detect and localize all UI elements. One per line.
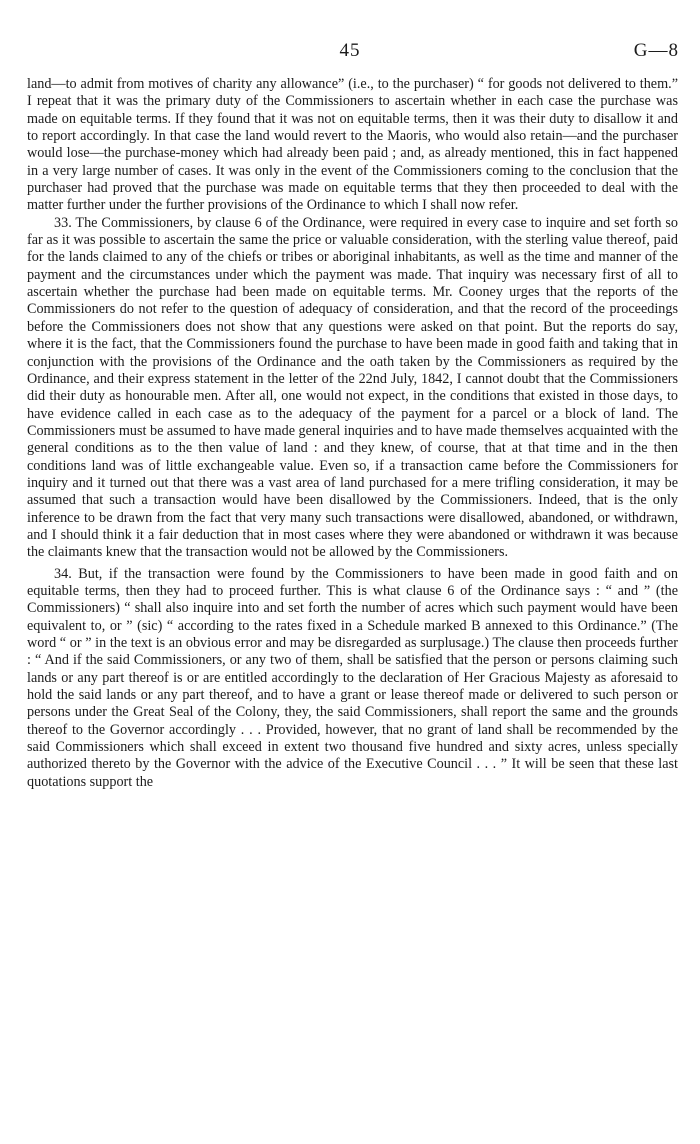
paragraph-34: 34. But, if the transaction were found by the Commissioners to have been made in good faith and on equitable terms, then they had to proceed further. This is what clause 6 of the Ordinance says : “ and ” (the Commissioners) “ shall also inquire into and set forth the number of acres which such payment would have been equivalent to, or ” (sic) “ according to the rates fixed in a Schedule marked B annexed to this Ordinance.” (The word “ or ” in the text is an obvious error and may be disregarded as surplusage.) The clause then proceeds further : “ And if the said Commissioners, or any two of them, shall be satisfied that the person or persons claiming such lands or any part thereof is or are entitled accordingly to the declaration of Her Gracious Majesty as aforesaid to hold the said lands or any part thereof, and to have a grant or lease thereof made or delivered to such person or persons under the Great Seal of the Colony, they, the said Commissioners, shall report the same and the grounds thereof to the Governor accordingly . . . Provided, however, that no grant of land shall be recommended by the said Commissioners which shall exceed in extent two thousand five hundred and sixty acres, unless specially authorized thereto by the Governor with the advice of the Executive Council . . . ” It will be seen that these last quotations support the — [27, 565, 678, 790]
paragraph-continuation: land—to admit from motives of charity any allowance” (i.e., to the purchaser) “ for goods not delivered to them.” I repeat that it was the primary duty of the Commissioners to ascertain whether in each case the purchase was made on equitable terms. If they found that it was not on equitable terms, then it was their duty to disallow it and to report accordingly. In that case the land would revert to the Maoris, who would also retain—and the purchaser would lose—the purchase-money which had already been paid ; and, as already mentioned, this in fact happened in a very large number of cases. It was only in the event of the Commissioners coming to the conclusion that the purchaser had proved that the purchase was made on equitable terms that they then proceeded to deal with the matter further under the further provisions of the Ordinance to which I shall now refer. — [27, 76, 678, 214]
page-reference: G—8 — [633, 40, 679, 61]
paragraph-33: 33. The Commissioners, by clause 6 of the Ordinance, were required in every case to inquire and set forth so far as it was possible to ascertain the same the price or valuable consideration, with the sterling value thereof, paid for the lands claimed to any of the chiefs or tribes or aboriginal inhabitants, as well as the time and manner of the payment and the circumstances under which the payment was made. That inquiry was necessary first of all to ascertain whether the purchase had been made on equitable terms. Mr. Cooney urges that the reports of the Commissioners do not refer to the question of adequacy of consideration, and that the record of the proceedings before the Commissioners does not show that any questions were asked on that point. But the reports do say, where it is the fact, that the Commissioners found the purchase to have been made in good faith and taking that in conjunction with the provisions of the Ordinance and the oath taken by the Commissioners as required by the Ordinance, and their express statement in the letter of the 22nd July, 1842, I cannot doubt that the Commissioners did their duty as honourable men. After all, one would not expect, in the conditions that existed in those days, to have evidence called in each case as to the adequacy of the payment for a parcel or a block of land. The Commissioners must be assumed to have made general inquiries and to have made themselves acquainted with the general conditions as to the then value of land : and they knew, of course, that at that time and in the then conditions land was of little exchangeable value. Even so, if a transaction came before the Commissioners for inquiry and it turned out that there was a vast area of land purchased for a mere trifling consideration, it may be assumed that such a transaction would have been disallowed by the Commissioners. Indeed, that is the only inference to be drawn from the fact that very many such transactions were disallowed, abandoned, or withdrawn, and I should think it a fair deduction that in most cases where they were abandoned or withdrawn it was because the claimants knew that the transaction would not be allowed by the Commissioners. — [27, 214, 678, 561]
body-text — [27, 76, 678, 791]
page-number: 45 — [339, 40, 361, 61]
